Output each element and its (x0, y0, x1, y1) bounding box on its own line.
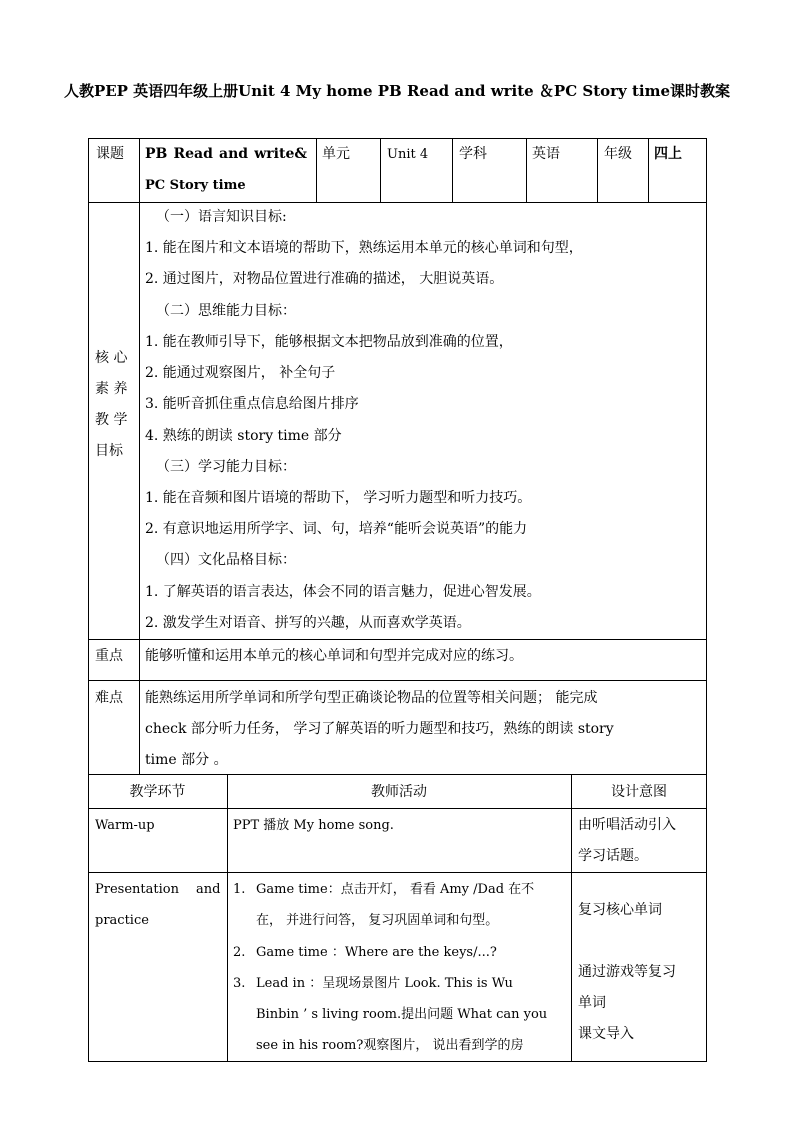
objective-item: 2. 能通过观察图片， 补全句子 (145, 365, 336, 381)
page-title: 人教PEP 英语四年级上册Unit 4 My home PB Read and write ＆PC Story time课时教案 (63, 82, 731, 100)
activity-line: Game time：点击开灯， 看看 Amy /Dad 在不 (256, 882, 535, 897)
warmup-design: 由听唱活动引入 (578, 817, 676, 833)
difficulty-line: time 部分 。 (145, 752, 228, 768)
objective-item: 1. 能在音频和图片语境的帮助下， 学习听力题型和听力技巧。 (145, 490, 532, 506)
grade-value: 四上 (654, 146, 682, 162)
objectives-label: 目标 (95, 443, 123, 459)
lesson-value: PB Read and write& (145, 146, 307, 162)
difficulty-line: 能熟练运用所学单词和所学句型正确谈论物品的位置等相关问题； 能完成 (145, 690, 598, 706)
activity-line: Binbin ’ s living room.提出问题 What can you (256, 1007, 548, 1022)
subject-label: 学科 (459, 146, 487, 162)
subject-value: 英语 (532, 146, 560, 162)
activity-line: Lead in ：呈现场景图片 Look. This is Wu (256, 976, 513, 991)
stage-header: 教学环节 (129, 784, 186, 800)
objective-item: 3. 能听音抓住重点信息给图片排序 (145, 396, 359, 412)
objective-heading: （三）学习能力目标： (156, 459, 296, 475)
lesson-value-cont: PC Story time (145, 178, 246, 193)
objective-item: 2. 通过图片，对物品位置进行准确的描述， 大胆说英语。 (145, 271, 504, 287)
activity-line: Game time ：Where are the keys/...? (256, 945, 497, 960)
objective-item: 1. 能在图片和文本语境的帮助下，熟练运用本单元的核心单词和句型， (145, 240, 583, 256)
key-point-text: 能够听懂和运用本单元的核心单词和句型并完成对应的练习。 (145, 648, 523, 664)
objective-heading: （四）文化品格目标： (156, 552, 296, 568)
presentation-stage: and (196, 882, 221, 897)
activity-num: 3. (233, 976, 246, 991)
objective-item: 1. 了解英语的语言表达，体会不同的语言魅力，促进心智发展。 (145, 584, 541, 600)
unit-value: Unit 4 (387, 147, 429, 162)
objective-heading: （一）语言知识目标: (156, 209, 287, 225)
objective-item: 1. 能在教师引导下，能够根据文本把物品放到准确的位置， (145, 334, 513, 350)
objective-item: 2. 激发学生对语音、拼写的兴趣，从而喜欢学英语。 (145, 615, 471, 631)
presentation-design: 单词 (578, 995, 606, 1011)
warmup-design: 学习话题。 (578, 848, 648, 864)
key-point-label: 重点 (95, 648, 123, 664)
unit-label: 单元 (322, 146, 350, 162)
presentation-stage: practice (95, 913, 149, 928)
objectives-label: 核 心 (95, 350, 128, 366)
objectives-label: 素 养 (95, 381, 128, 397)
warmup-stage: Warm-up (95, 818, 155, 833)
presentation-design: 通过游戏等复习 (578, 964, 676, 980)
objectives-label: 教 学 (95, 412, 128, 428)
presentation-design: 复习核心单词 (578, 902, 662, 918)
teacher-activity-header: 教师活动 (371, 784, 427, 800)
objective-item: 4. 熟练的朗读 story time 部分 (145, 428, 342, 444)
difficulty-line: check 部分听力任务， 学习了解英语的听力题型和技巧，熟练的朗读 story (145, 721, 614, 737)
objective-heading: （二）思维能力目标： (156, 303, 296, 319)
activity-num: 1. (233, 882, 246, 897)
activity-num: 2. (233, 945, 246, 960)
difficulty-label: 难点 (95, 690, 123, 706)
activity-line: see in his room?观察图片， 说出看到学的房 (256, 1038, 524, 1053)
design-intent-header: 设计意图 (611, 784, 667, 800)
objective-item: 2. 有意识地运用所学字、词、句，培养“能听会说英语”的能力 (145, 521, 528, 537)
lesson-label: 课题 (96, 146, 124, 162)
presentation-design: 课文导入 (578, 1026, 634, 1042)
grade-label: 年级 (604, 146, 632, 162)
activity-line: 在， 并进行问答， 复习巩固单词和句型。 (256, 913, 499, 928)
presentation-stage: Presentation (95, 882, 179, 897)
warmup-activity: PPT 播放 My home song. (233, 818, 394, 833)
